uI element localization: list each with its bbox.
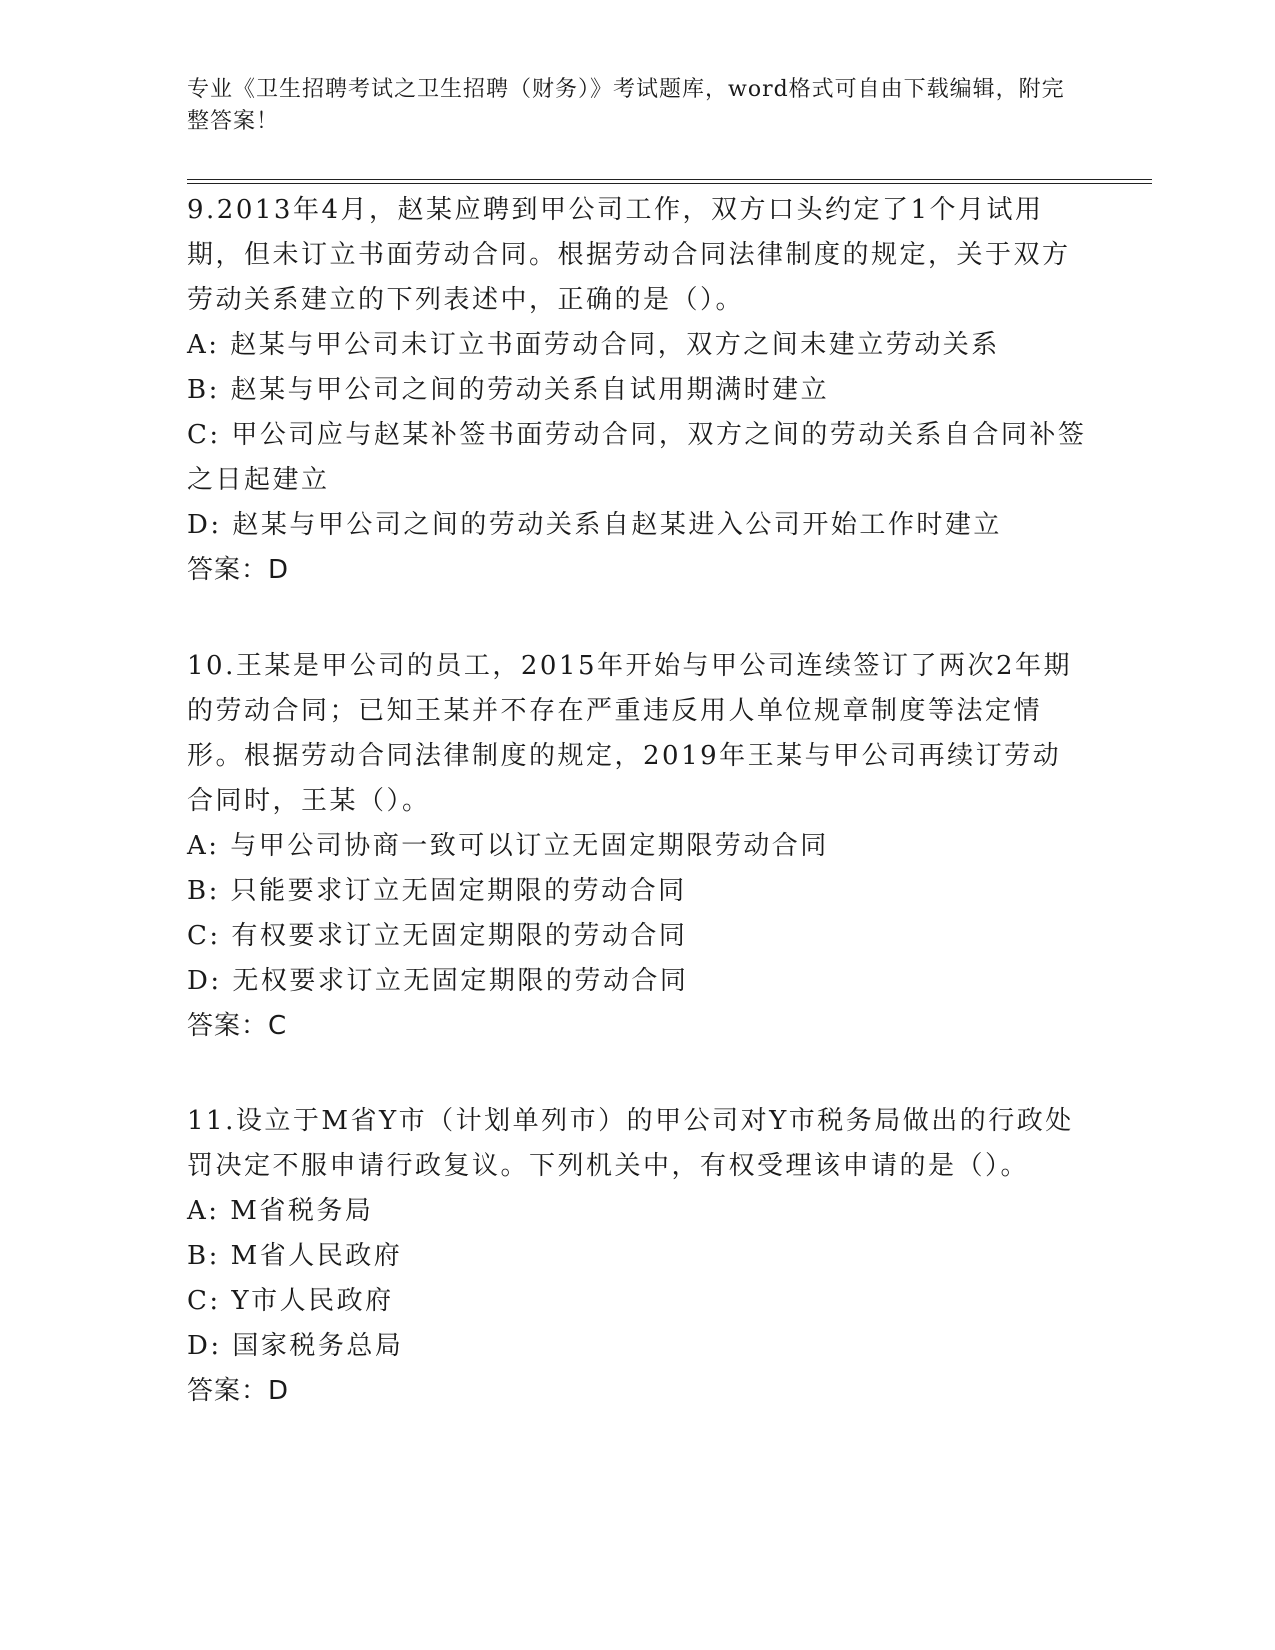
option-c: C: Y市人民政府 <box>187 1286 394 1316</box>
option-a: A: M省税务局 <box>187 1196 374 1226</box>
question-stem: 9.2013年4月，赵某应聘到甲公司工作，双方口头约定了1个月试用期，但未订立书面劳动合同。根据劳动合同法律制度的规定，关于双方劳动关系建立的下列表述中，正确的是（）。 <box>187 195 1071 315</box>
option-d: D: 赵某与甲公司之间的劳动关系自赵某进入公司开始工作时建立 <box>187 510 1002 540</box>
option-a: A: 与甲公司协商一致可以订立无固定期限劳动合同 <box>187 831 829 861</box>
question-10 <box>187 644 1087 1049</box>
option-d: D: 无权要求订立无固定期限的劳动合同 <box>187 966 689 996</box>
answer: 答案：D <box>187 555 290 585</box>
question-stem: 10.王某是甲公司的员工，2015年开始与甲公司连续签订了两次2年期的劳动合同；已知王某并不存在严重违反用人单位规章制度等法定情形。根据劳动合同法律制度的规定，2019年王某与甲公司再续订劳动合同时，王某（）。 <box>187 651 1073 816</box>
question-stem: 11.设立于M省Y市（计划单列市）的甲公司对Y市税务局做出的行政处罚决定不服申请行政复议。下列机关中，有权受理该申请的是（）。 <box>187 1106 1074 1181</box>
option-b: B: 只能要求订立无固定期限的劳动合同 <box>187 876 687 906</box>
question-11 <box>187 1099 1087 1414</box>
answer: 答案：C <box>187 1011 288 1041</box>
header-rule-top <box>187 179 1152 180</box>
option-c: C: 甲公司应与赵某补签书面劳动合同，双方之间的劳动关系自合同补签之日起建立 <box>187 420 1087 495</box>
option-a: A: 赵某与甲公司未订立书面劳动合同，双方之间未建立劳动关系 <box>187 330 1000 360</box>
question-9 <box>187 188 1087 593</box>
document-header: 专业《卫生招聘考试之卫生招聘（财务）》考试题库，word格式可自由下载编辑，附完整答案！ <box>187 77 1065 134</box>
header-rule-bottom <box>187 183 1152 184</box>
answer: 答案：D <box>187 1376 290 1406</box>
option-c: C: 有权要求订立无固定期限的劳动合同 <box>187 921 688 951</box>
option-b: B: M省人民政府 <box>187 1241 403 1271</box>
option-d: D: 国家税务总局 <box>187 1331 404 1361</box>
option-b: B: 赵某与甲公司之间的劳动关系自试用期满时建立 <box>187 375 830 405</box>
